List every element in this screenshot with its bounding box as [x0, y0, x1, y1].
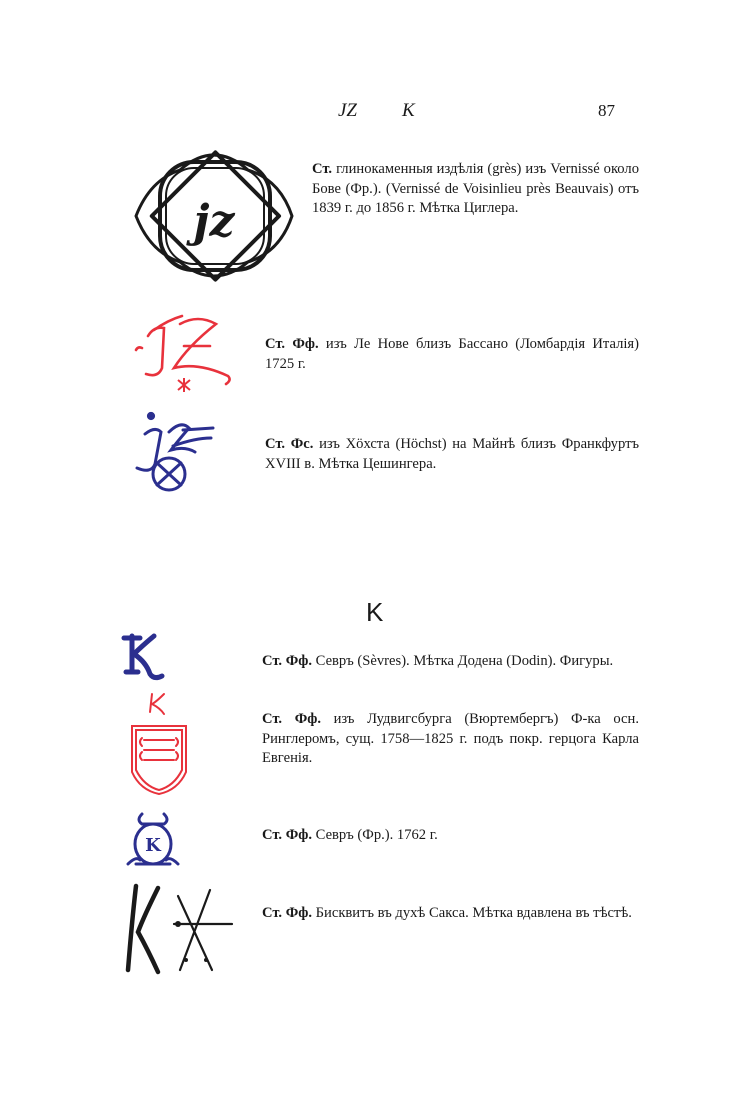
entry-prefix: Ст. Фф. — [265, 336, 319, 352]
entry-text: Бисквитъ въ духѣ Сакса. Мѣтка вдавлена въ тѣстѣ. — [315, 905, 632, 921]
page-number: 87 — [598, 101, 615, 120]
entry-text: глинокаменныя издѣлія (grès) изъ Vernissé около Бове (Фр.). (Vernissé de Voisinlieu près Beauvais) отъ 1839 г. до 1856 г. Мѣтка Циглера. — [312, 161, 639, 216]
entry-text: изъ Лудвигсбурга (Вюртембергъ) Ф-ка осн. Ринглеромъ, сущ. 1758—1825 г. подъ покр. герцога Карла Евгенія. — [262, 711, 639, 766]
entry-text: Севръ (Sèvres). Мѣтка Додена (Dodin). Фигуры. — [315, 653, 614, 669]
section-letter: K — [366, 597, 384, 627]
k-circle-inner-text: K — [145, 835, 161, 856]
header-right-mark: K — [402, 100, 415, 121]
entry-prefix: Ст. Фф. — [262, 711, 321, 727]
entry-prefix: Ст. Фф. — [262, 905, 312, 921]
entry-zigler — [312, 160, 639, 219]
k-crossed-swords-mark-icon — [114, 880, 238, 980]
jz-star-inner-text: jz — [193, 196, 235, 247]
entry-sevres-1762 — [262, 826, 639, 846]
jz-red-script-mark-icon — [128, 306, 240, 392]
entry-prefix: Ст. Фф. — [262, 653, 312, 669]
jz-wheel-mark-icon — [125, 402, 225, 498]
entry-biscuit — [262, 904, 639, 924]
entry-prefix: Ст. Фф. — [262, 827, 312, 843]
jz-star-mark-icon — [130, 140, 298, 292]
blue-k-mark-icon — [120, 632, 170, 684]
blue-k-crowned-circle-mark-icon — [122, 810, 184, 872]
entry-sevres-dodin — [262, 652, 639, 672]
red-k-shield-mark-icon — [128, 690, 190, 800]
entry-text: изъ Хöхста (Höchst) на Майнѣ близъ Франкфуртъ XVIII в. Мѣтка Цешингера. — [265, 436, 640, 472]
entry-prefix: Ст. Фс. — [265, 436, 314, 452]
header-left-mark: JZ — [338, 100, 357, 121]
entry-text: изъ Ле Нове близъ Бассано (Ломбардія Италія) 1725 г. — [265, 336, 639, 372]
entry-le-nove — [265, 335, 639, 374]
entry-text: Севръ (Фр.). 1762 г. — [315, 827, 438, 843]
entry-hoechst — [265, 435, 639, 474]
entry-prefix: Ст. — [312, 161, 333, 177]
entry-ludwigsburg — [262, 710, 639, 769]
